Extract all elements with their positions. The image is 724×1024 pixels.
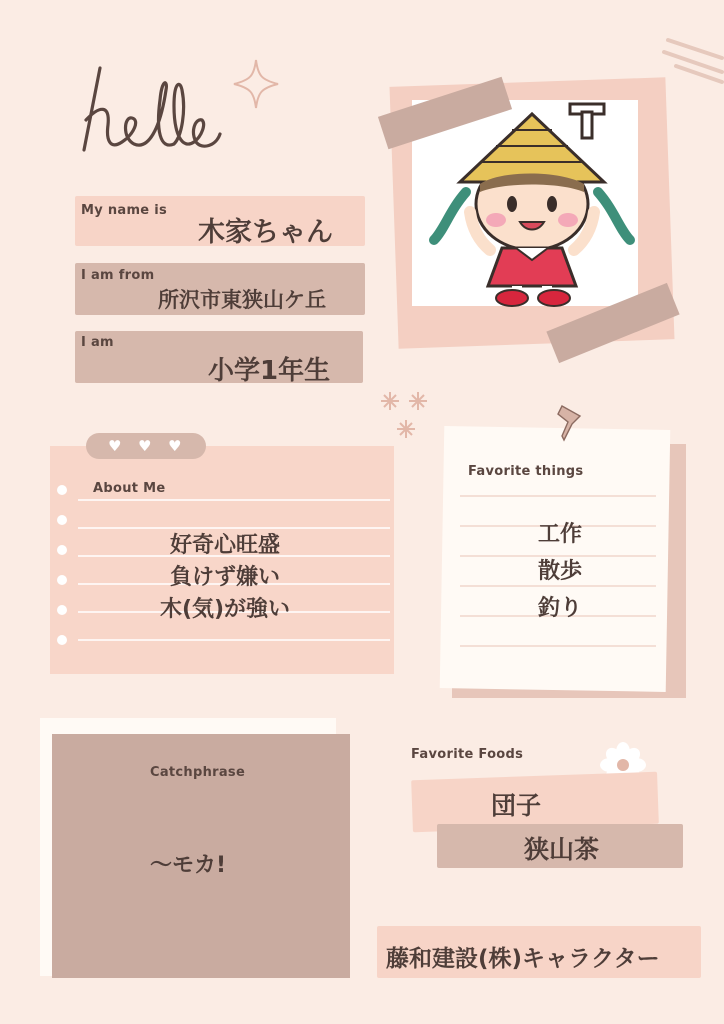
from-value: 所沢市東狭山ケ丘 [158,288,326,312]
fav-things-title: Favorite things [468,464,584,479]
push-pin-icon [552,402,586,446]
about-line: 負けず嫌い [169,565,280,590]
heart-icon: ♥ [168,437,182,455]
catchphrase-title: Catchphrase [150,765,246,780]
grade-value: 小学1年生 [208,356,331,386]
fav-foods-title: Favorite Foods [411,747,524,762]
heart-icon: ♥ [108,437,122,455]
hello-text: hello [70,50,73,51]
fav-thing-item: 工作 [537,522,582,547]
fav-food-item: 狭山茶 [524,835,600,864]
character-illustration [420,100,640,310]
about-lines [110,530,340,626]
brush-strokes-decoration [660,28,724,88]
grade-label: I am [81,335,114,350]
about-hearts-tab [86,433,206,459]
sparkle-icon [230,58,280,110]
fav-thing-item: 散歩 [537,559,582,584]
about-line: 好奇心旺盛 [169,533,280,558]
about-title: About Me [93,481,166,496]
fav-thing-item: 釣り [537,596,582,621]
catchphrase-text: 〜モカ! [150,853,227,878]
about-line: 木(気)が強い [159,597,291,622]
company-text: 藤和建設(株)キャラクター [386,946,660,972]
name-label: My name is [81,203,168,218]
name-value: 木家ちゃん [198,217,333,248]
heart-icon: ♥ [138,437,152,455]
hello-heading [70,50,240,160]
from-label: I am from [81,268,155,283]
fav-things-list [500,516,620,627]
sparkle-flowers-icon [376,384,436,444]
fav-food-item: 団子 [491,791,542,820]
